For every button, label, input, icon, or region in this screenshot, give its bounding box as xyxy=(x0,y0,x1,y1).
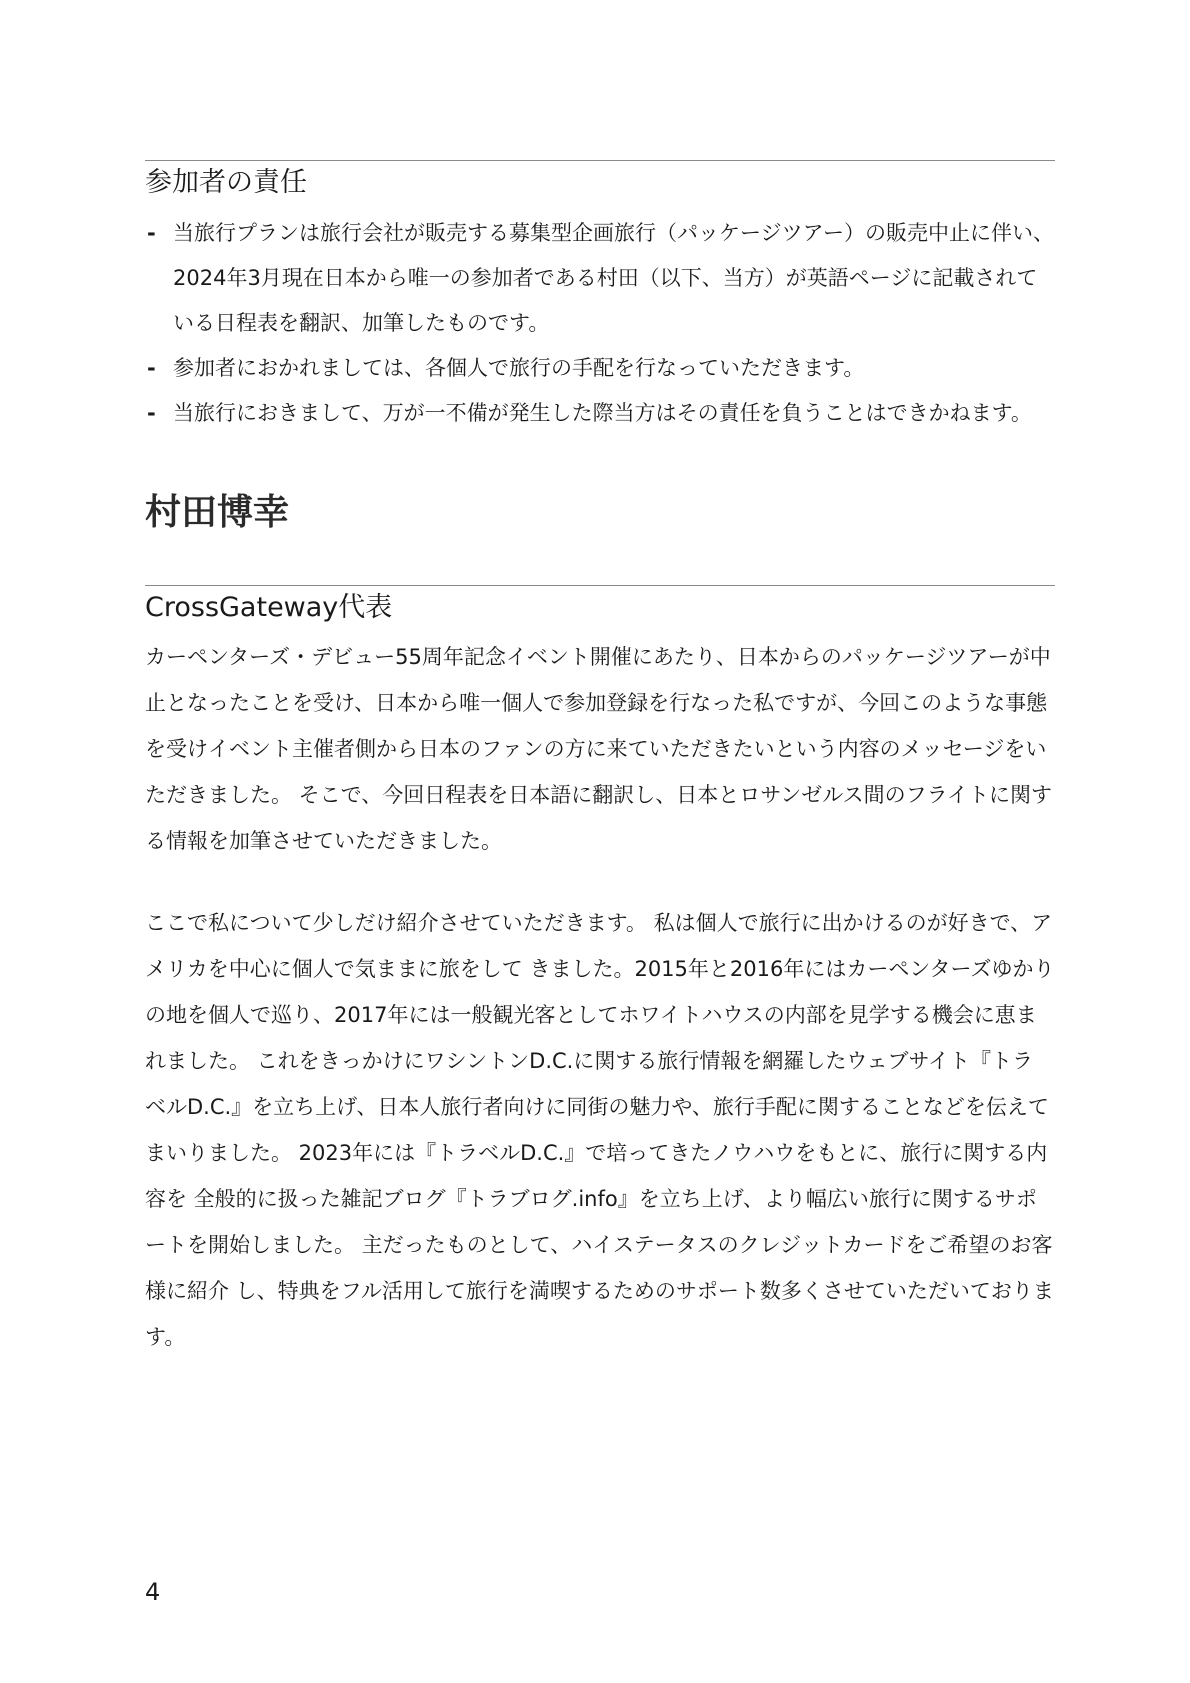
section-divider xyxy=(145,160,1055,161)
section-divider xyxy=(145,585,1055,586)
author-name-heading: 村田博幸 xyxy=(145,492,290,534)
list-item-text: 参加者におかれましては、各個人で旅行の手配を行なっていただきます。 xyxy=(173,356,865,381)
section-heading-responsibility: 参加者の責任 xyxy=(145,167,307,198)
bio-paragraph: ここで私について少しだけ紹介させていただきます。 私は個人で旅行に出かけるのが好きで、アメリカを中心に個人で気ままに旅をして きました。2015年と2016年にはカーペンターズゆかりの地を個人で巡り、2017年には一般観光客としてホワイトハウスの内部を見学する機会に恵まれました。 これをきっかけにワシントンD.C.に関する旅行情報を網羅したウェブサイト『トラ ベルD.C.』を立ち上げ、日本人旅行者向けに同街の魅力や、旅行手配に関することなどを伝えてまいりました。 2023年には『トラベルD.C.』で培ってきたノウハウをもとに、旅行に関する内容を 全般的に扱った雑記ブログ『トラブログ.info』を立ち上げ、より幅広い旅行に関するサポートを開始しました。 主だったものとして、ハイステータスのクレジットカードをご希望のお客様に紹介 し、特典をフル活用して旅行を満喫するためのサポート数多くさせていただいております。 xyxy=(145,910,1055,1349)
page-number: 4 xyxy=(145,1578,161,1606)
intro-paragraph: カーペンターズ・デビュー55周年記念イベント開催にあたり、日本からのパッケージツアーが中止となったことを受け、日本から唯一個人で参加登録を行なった私ですが、今回このような事態を受けイベント主催者側から日本のファンの方に来ていただきたいという内容のメッセージをいただきました。 そこで、今回日程表を日本語に翻訳し、日本とロサンゼルス間のフライトに関する情報を加筆させていただきました。 xyxy=(145,644,1052,853)
list-item-text: 当旅行におきまして、万が一不備が発生した際当方はその責任を負うことはできかねます。 xyxy=(173,401,1032,426)
list-item-text: 当旅行プランは旅行会社が販売する募集型企画旅行（パッケージツアー）の販売中止に伴い、2024年3月現在日本から唯一の参加者である村田（以下、当方）が英語ページに記載されている日程表を翻訳、加筆したものです。 xyxy=(173,221,1054,336)
list-item xyxy=(145,211,1055,346)
responsibility-list xyxy=(145,211,1055,436)
author-title-heading: CrossGateway代表 xyxy=(145,591,393,623)
list-item xyxy=(145,391,1055,436)
bullet-dash: - xyxy=(147,221,156,246)
bullet-dash: - xyxy=(147,356,156,381)
page-content xyxy=(145,160,1055,1396)
bullet-dash: - xyxy=(147,401,156,426)
list-item xyxy=(145,346,1055,391)
